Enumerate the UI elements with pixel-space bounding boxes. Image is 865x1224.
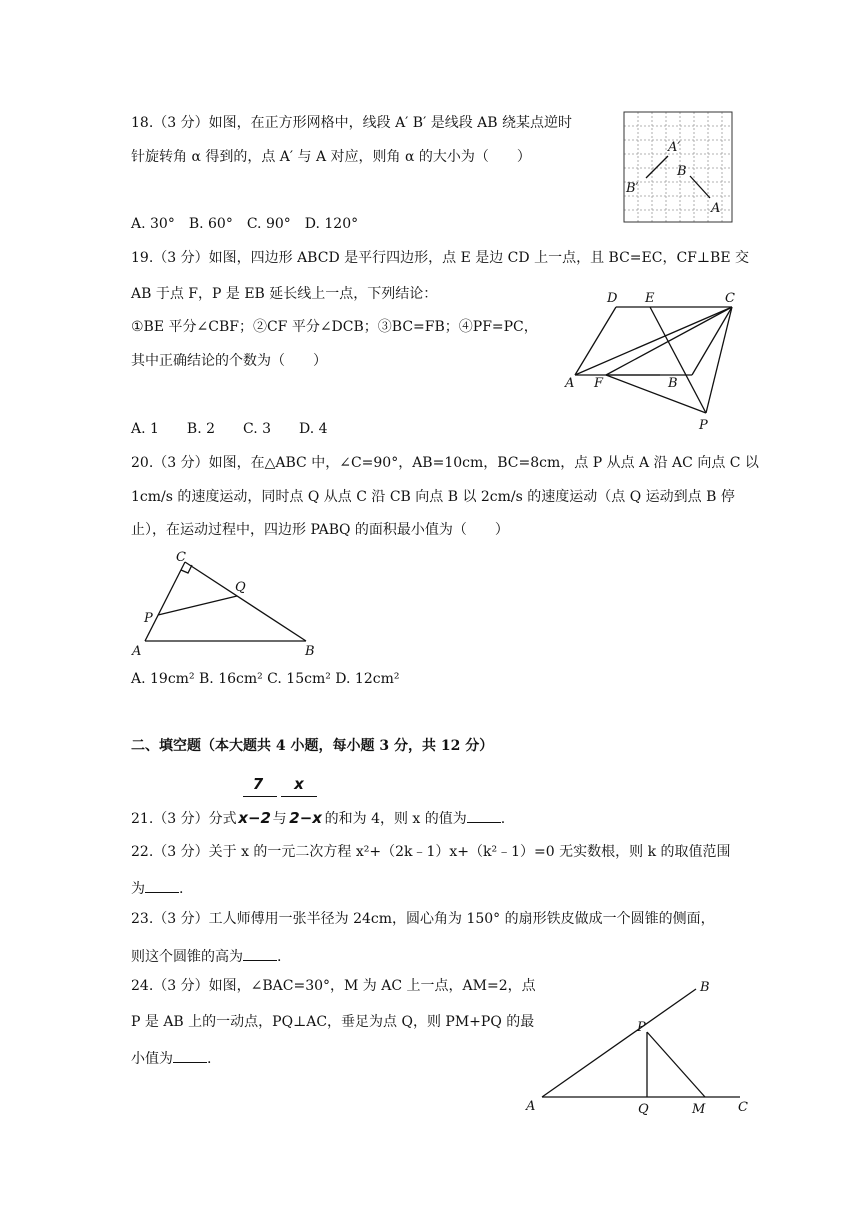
q20-line3: 止），在运动过程中，四边形 PABQ 的面积最小值为（ ） xyxy=(131,522,509,538)
q21-line: 21.（3 分）分式 x−2 与 2−x 的和为 4，则 x 的值为 . xyxy=(131,809,506,827)
q18-line2: 针旋转角 α 得到的，点 A′ 与 A 对应，则角 α 的大小为（ ） xyxy=(131,149,531,165)
label-e: E xyxy=(645,291,655,306)
q21-fraction2-bar xyxy=(281,796,317,797)
label-p: P xyxy=(699,418,708,433)
label-p: P xyxy=(144,611,153,626)
q21-fraction1-denominator: x−2 xyxy=(238,809,271,827)
q24-line1: 24.（3 分）如图，∠BAC=30°，M 为 AC 上一点，AM=2，点 xyxy=(131,978,536,994)
label-a: A xyxy=(711,201,721,216)
q19-line4: 其中正确结论的个数为（ ） xyxy=(131,353,327,369)
q21-prefix: 21.（3 分）分式 xyxy=(131,811,237,827)
segment-a-prime-b-prime xyxy=(646,156,668,178)
q23-answer-blank xyxy=(243,946,277,961)
q19-line1: 19.（3 分）如图，四边形 ABCD 是平行四边形，点 E 是边 CD 上一点，且 BC=EC，CF⊥BE 交 xyxy=(131,250,749,266)
q24-answer-blank xyxy=(173,1048,207,1063)
q18-line1: 18.（3 分）如图，在正方形网格中，线段 A′ B′ 是线段 AB 绕某点逆时 xyxy=(131,115,573,131)
q24-angle-figure xyxy=(520,975,760,1120)
q19-line2: AB 于点 F，P 是 EB 延长线上一点，下列结论： xyxy=(131,286,438,302)
q24-line3: 小值为 . xyxy=(131,1048,211,1066)
q20-line2: 1cm/s 的速度运动，同时点 Q 从点 C 沿 CB 向点 B 以 2cm/s 的速度运动（点 Q 运动到点 B 停 xyxy=(131,489,735,505)
section-heading: 二、填空题（本大题共 4 小题，每小题 3 分，共 12 分） xyxy=(131,738,494,754)
q18-grid-figure xyxy=(622,110,734,224)
q23-line2: 则这个圆锥的高为 . xyxy=(131,946,281,964)
q22-answer-blank xyxy=(145,878,179,893)
label-d: D xyxy=(607,291,618,306)
q19-parallelogram-figure xyxy=(560,285,750,435)
q21-mid: 与 xyxy=(272,811,287,827)
label-a: A xyxy=(132,644,142,659)
label-f: F xyxy=(594,376,604,391)
q18-options: A. 30° B. 60° C. 90° D. 120° xyxy=(131,216,359,232)
label-b: B xyxy=(700,980,710,995)
q19-options: A. 1 B. 2 C. 3 D. 4 xyxy=(131,421,328,437)
label-b-prime: B′ xyxy=(626,181,639,196)
q22-line2: 为 . xyxy=(131,878,183,896)
label-b: B xyxy=(305,644,315,659)
segment-ab xyxy=(690,176,710,198)
q21-answer-blank xyxy=(467,808,501,823)
q20-triangle-figure xyxy=(128,545,328,660)
label-c: C xyxy=(725,291,735,306)
label-a-prime: A′ xyxy=(668,140,681,155)
label-a: A xyxy=(526,1099,536,1114)
q21-fraction2-denominator: 2−x xyxy=(289,809,322,827)
label-c: C xyxy=(738,1100,748,1115)
label-m: M xyxy=(692,1102,706,1117)
label-a: A xyxy=(565,376,575,391)
label-b: B xyxy=(677,164,687,179)
label-b: B xyxy=(668,376,678,391)
label-c: C xyxy=(176,550,186,565)
q20-options: A. 19cm² B. 16cm² C. 15cm² D. 12cm² xyxy=(131,671,400,687)
q21-suffix: 的和为 4，则 x 的值为 xyxy=(324,811,467,827)
q21-fraction2-numerator: x xyxy=(294,775,304,793)
q19-line3: ①BE 平分∠CBF；②CF 平分∠DCB；③BC=FB；④PF=PC， xyxy=(131,319,538,335)
label-p: P xyxy=(637,1020,646,1035)
label-q: Q xyxy=(235,580,246,595)
label-q: Q xyxy=(638,1102,649,1117)
q23-line1: 23.（3 分）工人师傅用一张半径为 24cm，圆心角为 150° 的扇形铁皮做成一个圆锥的侧面， xyxy=(131,911,715,927)
q20-line1: 20.（3 分）如图，在△ABC 中，∠C=90°，AB=10cm，BC=8cm，点 P 从点 A 沿 AC 向点 C 以 xyxy=(131,455,759,471)
q21-fraction1-numerator: 7 xyxy=(252,775,264,793)
q21-fraction1-bar xyxy=(243,796,277,797)
q24-line2: P 是 AB 上的一动点，PQ⊥AC，垂足为点 Q，则 PM+PQ 的最 xyxy=(131,1014,535,1030)
q22-line1: 22.（3 分）关于 x 的一元二次方程 x²+（2k﹣1）x+（k²﹣1）=0 无实数根，则 k 的取值范围 xyxy=(131,844,731,860)
